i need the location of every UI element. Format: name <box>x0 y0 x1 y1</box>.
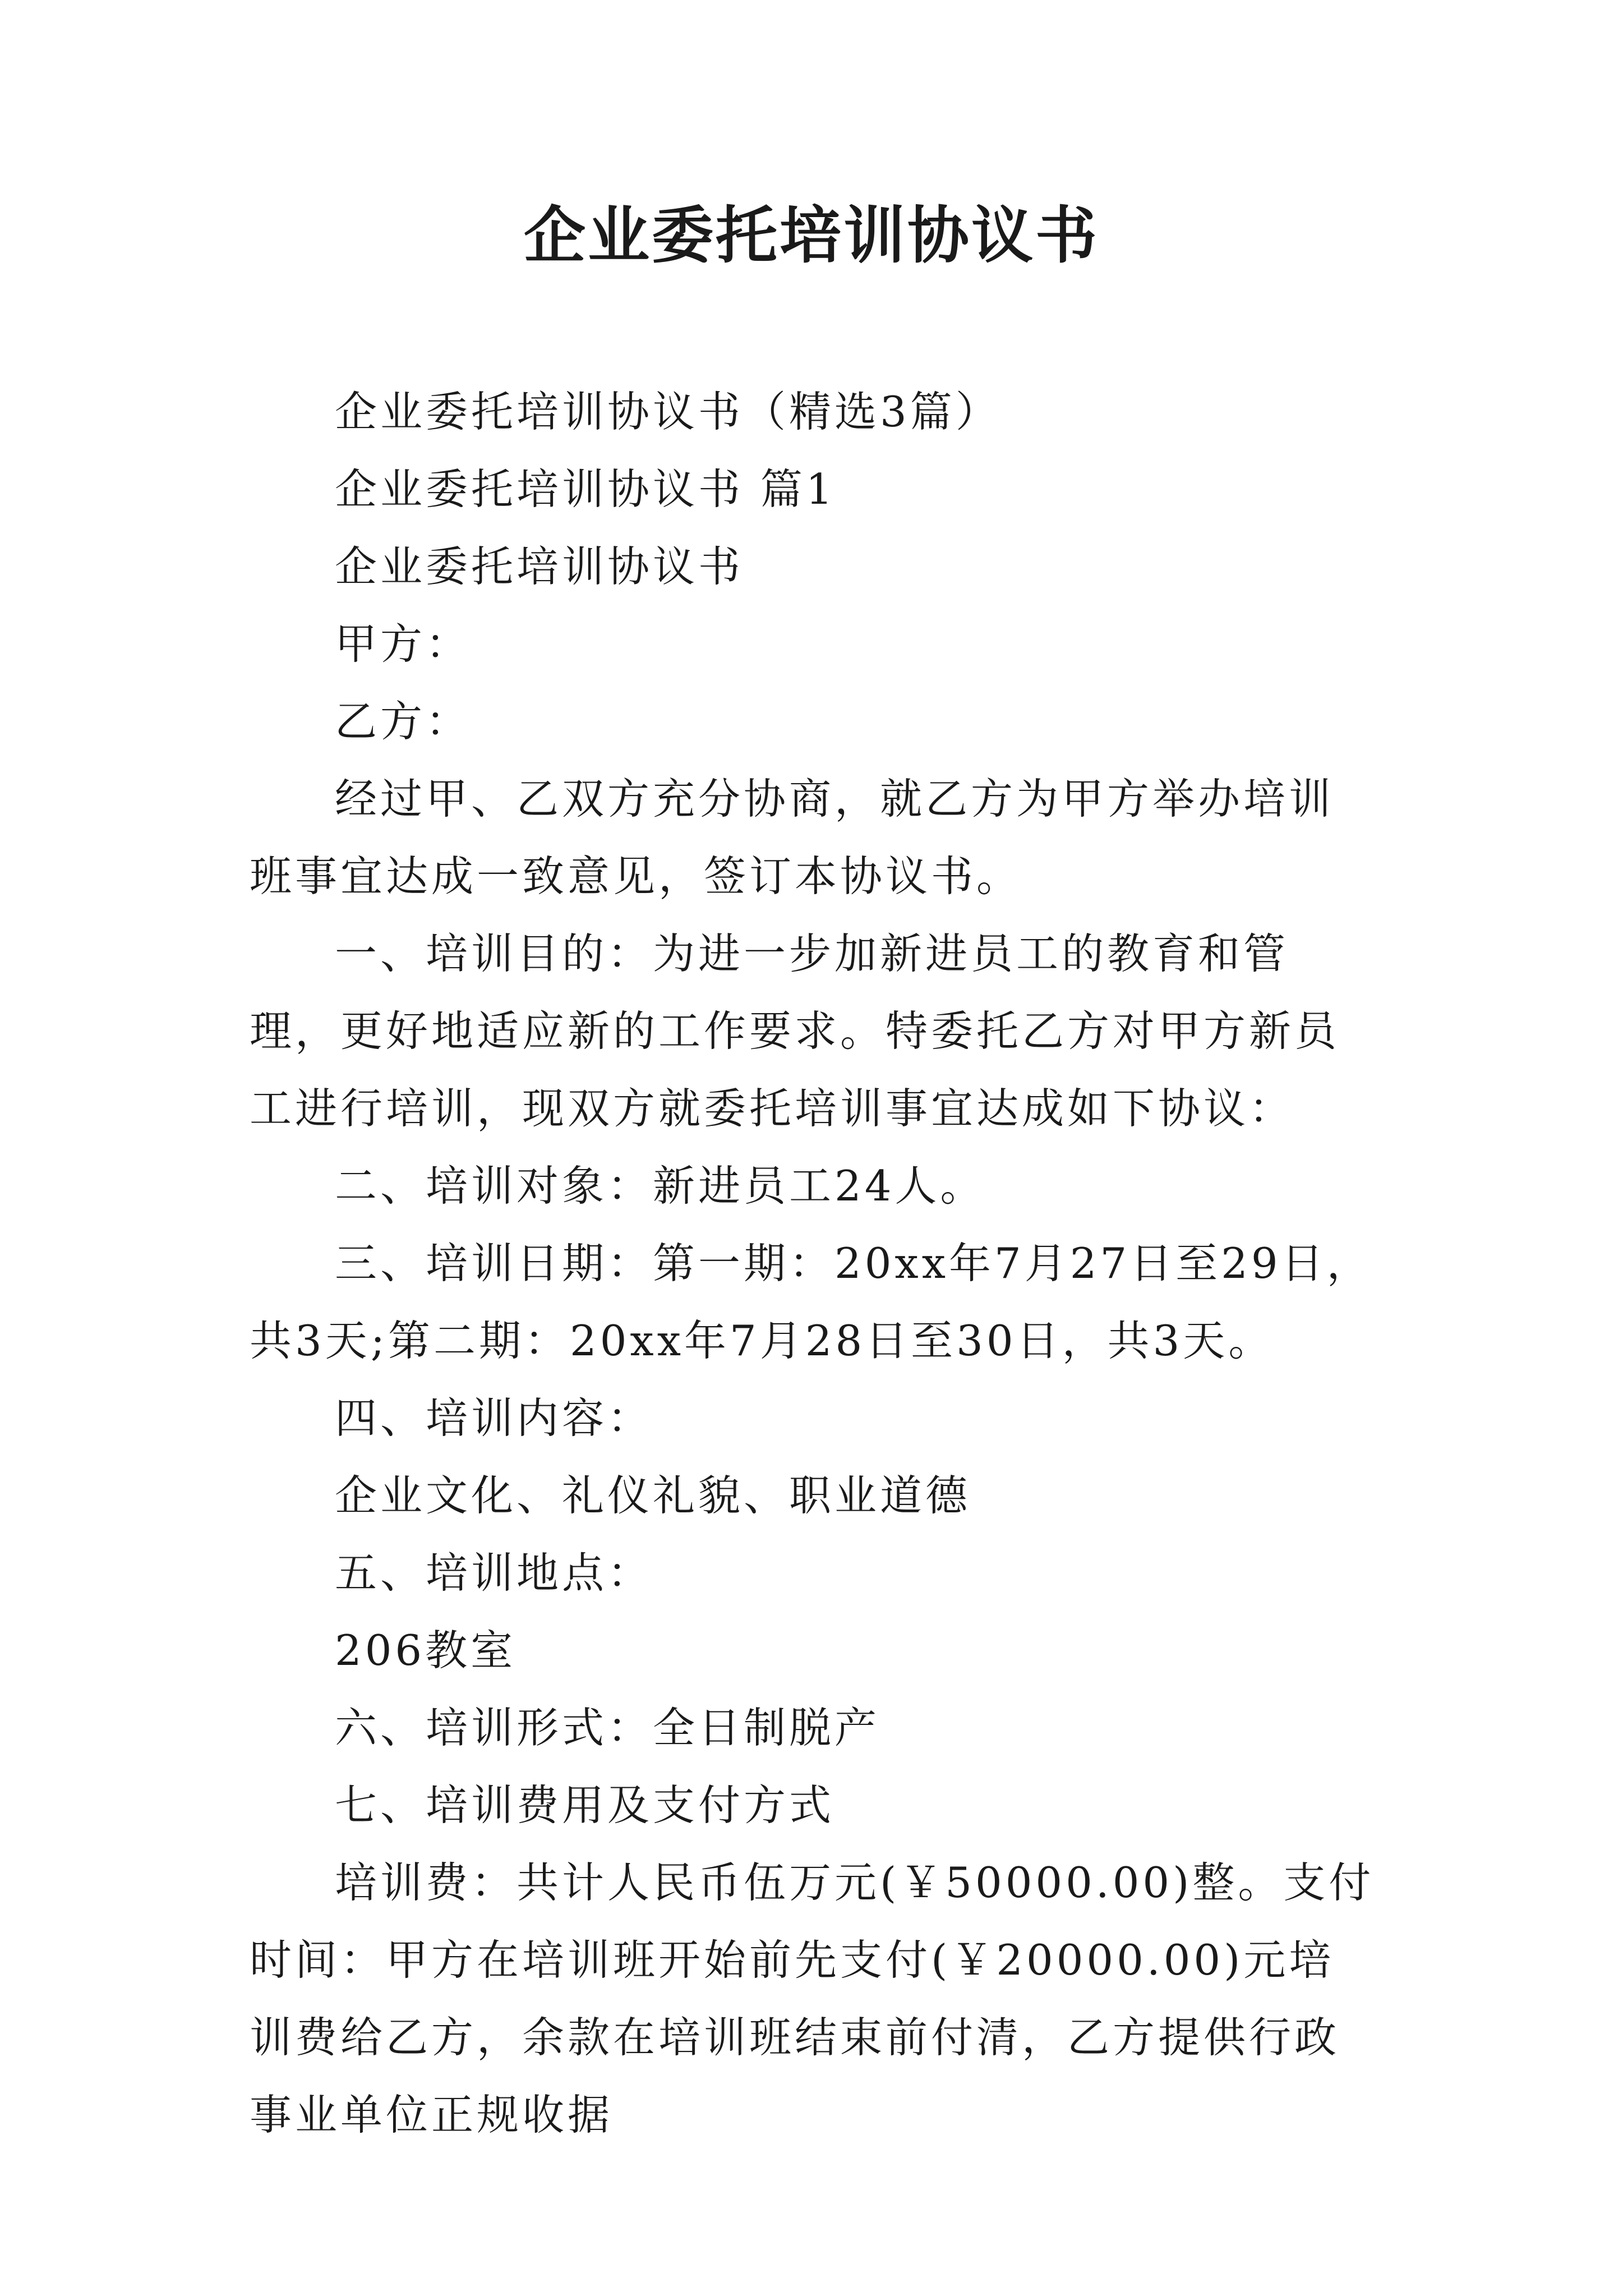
paragraph-content-heading: 四、培训内容： <box>335 1393 653 1443</box>
paragraph-location-heading: 五、培训地点： <box>335 1548 653 1598</box>
document-title: 企业委托培训协议书 <box>524 199 1099 272</box>
paragraph-fees: 培训费：共计人民币伍万元(￥50000.00)整。支付时间：甲方在培训班开始前先支付(￥20000.00)元培训费给乙方，余款在培训班结束前付清，乙方提供行政事业单位正规收据 <box>250 1858 1375 2139</box>
paragraph-party-a: 甲方： <box>335 619 472 669</box>
paragraph-dates: 三、培训日期：第一期：20xx年7月27日至29日，共3天;第二期：20xx年7月28日至30日，共3天。 <box>250 1239 1372 1365</box>
paragraph-part-heading: 企业委托培训协议书 篇1 <box>335 464 836 514</box>
paragraph-subtitle: 企业委托培训协议书（精选3篇） <box>335 387 1001 436</box>
paragraph-party-b: 乙方： <box>335 697 472 746</box>
paragraph-purpose: 一、培训目的：为进一步加新进员工的教育和管理，更好地适应新的工作要求。特委托乙方对甲方新员工进行培训，现双方就委托培训事宜达成如下协议： <box>250 929 1340 1133</box>
paragraph-fees-heading: 七、培训费用及支付方式 <box>335 1780 835 1830</box>
document-body <box>250 373 1377 2154</box>
paragraph-agreement-name: 企业委托培训协议书 <box>335 542 744 591</box>
paragraph-format: 六、培训形式：全日制脱产 <box>335 1703 880 1752</box>
paragraph-trainees: 二、培训对象：新进员工24人。 <box>335 1161 986 1211</box>
paragraph-location: 206教室 <box>335 1626 517 1675</box>
paragraph-preamble: 经过甲、乙双方充分协商，就乙方为甲方举办培训班事宜达成一致意见，签订本协议书。 <box>250 774 1335 901</box>
paragraph-content: 企业文化、礼仪礼貌、职业道德 <box>335 1471 971 1520</box>
